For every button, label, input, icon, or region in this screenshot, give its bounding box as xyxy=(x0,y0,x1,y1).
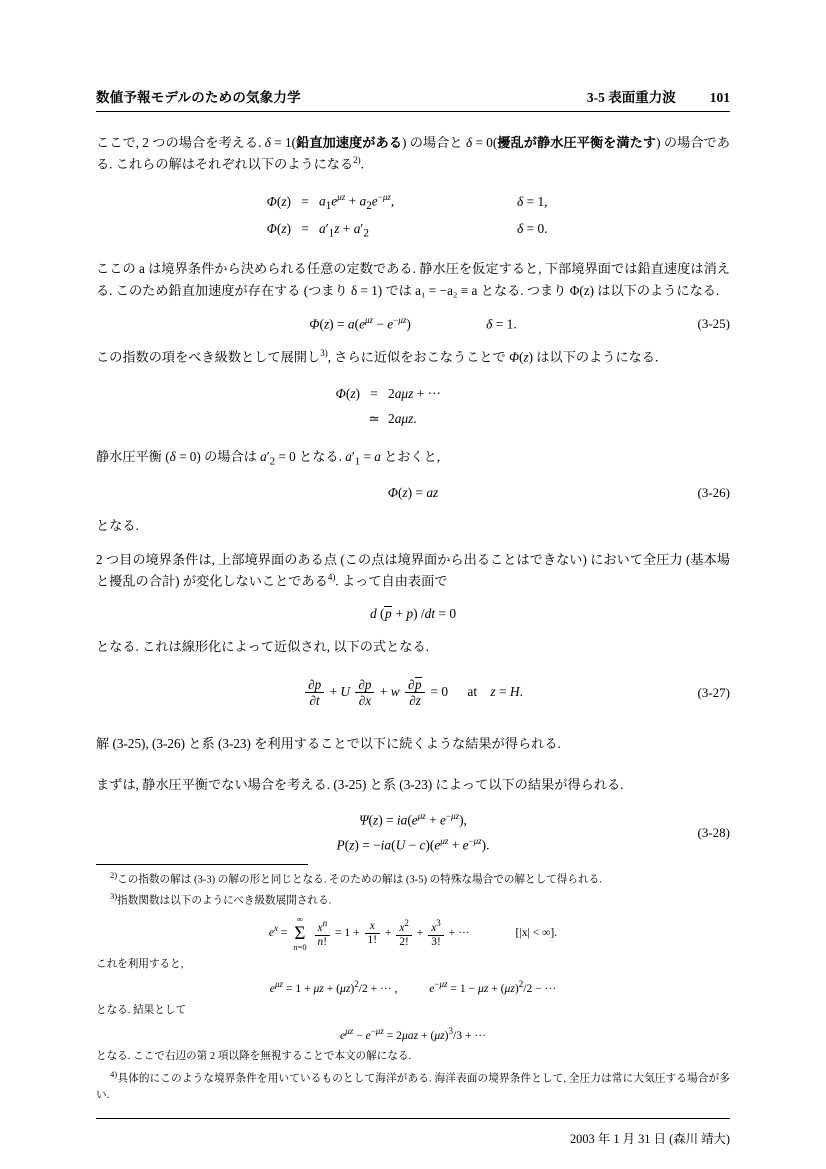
equation-3-27: $\frac{\partial p}{\partial t}$ + U $\frac{\partial p}{\partial x}$ + w $\frac{\partial p}{\partial z}$ = 0 at z = H. (3-27) xyxy=(96,677,730,709)
page-number: 101 xyxy=(709,90,730,105)
equation-row: $P(z) = -ia(U - c)(e^{\mu z} + e^{-\mu z})$. xyxy=(336,836,490,853)
header-section-title: 3-5 表面重力波 xyxy=(586,90,676,105)
header-book-title: 数値予報モデルのための気象力学 xyxy=(96,90,301,105)
header-divider xyxy=(96,111,730,112)
footnote-3 xyxy=(96,890,730,910)
paragraph-6: 2 つ目の境界条件は, 上部境界面のある点 (この点は境界面から出ることはできない) において全圧力 (基本場と擾乱の合計) が変化しないことである$^{4)}$. よって自由表面で xyxy=(96,551,730,589)
paragraph-7: となる. これは線形化によって近似され, 以下の式となる. xyxy=(96,638,429,654)
equation-group-2 xyxy=(96,382,730,432)
footer-date-author: 2003 年 1 月 31 日 (森川 靖大) xyxy=(569,1132,730,1147)
equation-row: Φ(z) = $a_1e^{\mu z} + a_2e^{-\mu z}$, δ = 1, xyxy=(266,192,548,213)
paragraph-3: この指数の項をべき級数として展開し$^{3)}$, さらに近似をおこなうことで Φ(z) は以下のようになる. xyxy=(96,348,659,365)
equation-row: ≃ 2aμz. xyxy=(368,411,417,427)
paragraph-8: 解 (3-25), (3-26) と系 (3-23) を利用することで以下に続くような結果が得られる. xyxy=(96,736,561,752)
footnote-4-text: 具体的にこのような境界条件を用いているものとして海洋がある. 海洋表面の境界条件として, 全圧力は常に大気圧する場合が多い. xyxy=(96,1073,730,1101)
equation-number-3-28: (3-28) xyxy=(697,825,730,841)
equation-number-3-25: (3-25) xyxy=(697,315,730,331)
paragraph-1: ここで, 2 つの場合を考える. δ = 1(鉛直加速度がある) の場合と δ = 0(擾乱が静水圧平衡を満たす) の場合である. これらの解はそれぞれ以下のようになる$^{2)}$. xyxy=(96,135,730,172)
paragraph-4: 静水圧平衡 (δ = 0) の場合は $a'_2 = 0$ となる. $a'_1 = a$ とおくと, xyxy=(96,448,441,468)
footnote-expansion-equation: $e^{\mu z} = 1 + \mu z + (\mu z)^2/2$ + ··· , $e^{-\mu z} = 1 - \mu z + (\mu z)^2/2$ − ··· xyxy=(269,979,557,996)
equation-row: $\Psi(z) = ia(e^{\mu z} + e^{-\mu z})$, xyxy=(359,810,467,828)
equation-row: Φ(z) = 2aμz + ··· xyxy=(335,386,441,402)
footnote-divider xyxy=(96,864,308,865)
paragraph-2: ここの a は境界条件から決められる任意の定数である. 静水圧を仮定すると, 下部境界面では鉛直速度は消える. このため鉛直加速度が存在する (つまり δ = 1) では a₁ = −a₂ ≡ a となる. つまり Φ(z) は以下のようになる. xyxy=(96,261,730,298)
equation-free-surface: d (p + p) /dt = 0 xyxy=(369,605,457,621)
equation-at-label: at xyxy=(467,684,478,700)
footnote-series-equation: $e^x$ = ∞ Σ n=0 $\frac{x^n}{n!}$ = 1 + $\frac{x}{1!}$ + $\frac{x^2}{2!}$ + $\frac{x^3}{3!}$ + ··· [|x| < ∞]. xyxy=(268,914,558,952)
footnote-4-mark: 4) xyxy=(110,1068,118,1079)
footnote-ref-4: 4) xyxy=(327,572,336,583)
equation-number-3-26: (3-26) xyxy=(697,485,730,501)
footnote-series-condition: [|x| < ∞]. xyxy=(515,926,558,940)
equation-row: Φ(z) = $a'_1z + a'_2$ δ = 0. xyxy=(266,220,548,240)
paragraph-9: まずは, 静水圧平衡でない場合を考える. (3-25) と系 (3-23) によって以下の結果が得られる. xyxy=(96,777,624,793)
footnote-ref-2: 2) xyxy=(353,155,361,166)
footnote-4 xyxy=(96,1068,730,1104)
footnote-2-mark: 2) xyxy=(110,870,118,881)
equation-3-25: $\Phi(z) = a(e^{\mu z} - e^{-\mu z}) \delta = 1$. (3-25) xyxy=(309,315,730,332)
page-header xyxy=(96,86,730,111)
footnote-3-text: 指数関数は以下のようにべき級数展開される. xyxy=(117,895,332,907)
footnote-3-mark: 3) xyxy=(110,891,118,902)
footnotes-area xyxy=(96,869,730,1104)
footnote-ref-3: 3) xyxy=(320,348,328,359)
equation-number-3-27: (3-27) xyxy=(697,685,730,701)
footnote-2-text: この指数の解は (3-3) の解の形と同じとなる. そのための解は (3-5) の特殊な場合での解として得られる. xyxy=(117,874,602,886)
footnote-line-result: となる. 結果として xyxy=(96,1005,187,1017)
footnote-line-after-series: これを利用すると, xyxy=(96,958,184,970)
paragraph-5: となる. xyxy=(96,518,139,534)
header-right-group xyxy=(587,86,730,106)
equation-group-1 xyxy=(96,189,730,244)
footnote-result-equation: $e^{\mu z} - e^{-\mu z} = 2\mu az + (\mu z)^3/3$ + ··· xyxy=(340,1025,486,1042)
footnote-line-final: となる. ここで右辺の第 2 項以降を無視することで本文の解になる. xyxy=(96,1051,412,1063)
equation-3-28 xyxy=(96,808,730,859)
footnote-2 xyxy=(96,869,730,889)
equation-3-26: Φ(z) = az (3-26) xyxy=(387,485,730,501)
